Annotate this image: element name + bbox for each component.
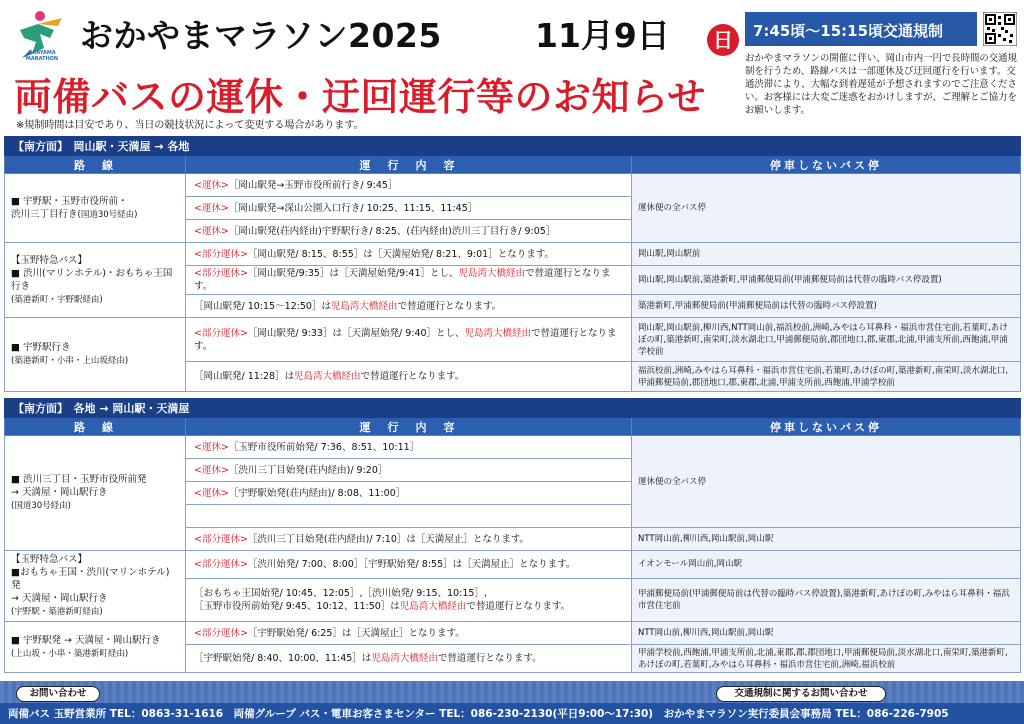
route-cell (5, 436, 186, 551)
section1-table (4, 136, 1021, 392)
suspension-tag: <運休> (194, 464, 229, 476)
event-date: 11月9日 (535, 16, 670, 55)
content-text: ［宇野駅始発/ 6:25］は［天満屋止］となります。 (247, 627, 465, 639)
route-via: (宇野駅・築港新町経由) (11, 607, 103, 617)
detour-route: 児島湾大橋経由 (458, 268, 526, 279)
contact-tag: お問い合わせ (16, 686, 100, 702)
stops-cell: 岡山駅,岡山駅前,柳川西,NTT岡山前,福浜校前,洲崎,みやはら耳鼻科・福浜市営住宅前,若葉町,あけぼの町,築港新町,南栄町,淡水湖北口,甲浦郵便局前,郡団地口,郡,東郡,北浦,甲浦支所前,西飽浦,甲浦学校前 (632, 318, 1021, 362)
content-text: ［渋川三丁目始発(荘内経由)/ 7:10］は［天満屋止］となります。 (247, 533, 530, 545)
content-text: ［岡山駅発→玉野市役所前行き/ 9:45］ (228, 179, 398, 191)
content-text: ［宇野駅始発/ 8:40、10:00、11:45］は (194, 653, 372, 664)
stops-cell: 甲浦学校前,西飽浦,甲浦支所前,北浦,東郡,郡,郡団地口,甲浦郵便局前,淡水湖北口,南栄町,築港新町,あけぼの町,若葉町,みやはら耳鼻科・福浜市営住宅前,洲崎,福浜校前 (632, 645, 1021, 673)
content-cell (186, 436, 632, 459)
detour-route: 児島湾大橋経由 (399, 600, 467, 612)
day-badge: 日 (707, 24, 739, 56)
content-cell (186, 266, 632, 295)
suspension-tag: <運休> (194, 225, 229, 237)
route-name: ■ 渋川(マリンホテル)・おもちゃ王国行き (11, 267, 173, 292)
stops-cell: 岡山駅,岡山駅前,築港新町,甲浦郵便局前(甲浦郵便局前は代替の臨時バス停設置) (632, 266, 1021, 295)
col-route: 路 線 (5, 418, 186, 436)
content-text: ［岡山駅発(荘内経由)宇野駅行き/ 8:25、(荘内経由)渋川三丁目行き/ 9:05］ (228, 225, 556, 237)
content-text: で替道運行となります。 (397, 300, 502, 312)
traffic-contact-tag: 交通規制に関するお問い合わせ (716, 686, 886, 702)
stops-cell: 築港新町,甲浦郵便局前(甲浦郵便局前は代替の臨時バス停設置) (632, 295, 1021, 318)
content-text: ［宇野駅始発(荘内経由)/ 8:08、11:00］ (228, 487, 406, 499)
col-stops: 停車しないバス停 (632, 156, 1021, 174)
stops-cell: NTT岡山前,柳川西,岡山駅前,岡山駅 (632, 528, 1021, 551)
content-cell (186, 220, 632, 243)
route-cell (5, 243, 186, 318)
content-cell (186, 318, 632, 362)
content-cell (186, 551, 632, 579)
content-text: で替道運行となります。 (194, 268, 611, 292)
content-text: ［岡山駅発→深山公園入口行き/ 10:25、11:15、11:45］ (228, 202, 478, 214)
content-text: ［岡山駅発/9:35］は［天満屋始発/9:41］とし、 (247, 268, 459, 279)
route-name: ■ 宇野駅行き (11, 342, 71, 353)
section2-heading: 【南方面】 各地 → 岡山駅・天満屋 (5, 399, 1021, 418)
regulation-description: おかやまマラソンの開催に伴い、岡山市内一円で長時間の交通規制を行うため、路線バスは一部運休及び迂回運行を行います。交通渋滞により、大幅な到着遅延が予想されますのでご注意ください。お客様には大変ご迷惑をおかけしますが、ご理解とご協力をお願いします。 (745, 53, 1017, 116)
content-text: ［玉野市役所前始発/ 9:45、10:12、11:50］は (194, 600, 400, 612)
route-name: 渋川三丁目行き (11, 208, 78, 220)
page-header (0, 0, 1024, 130)
suspension-tag: <運休> (194, 202, 229, 214)
content-text: ［おもちゃ王国始発/ 10:45、12:05］,［渋川始発/ 9:15、10:15］, (194, 587, 487, 599)
col-stops: 停車しないバス停 (632, 418, 1021, 436)
detour-route: 児島湾大橋経由 (330, 300, 398, 312)
logo-text: OKAYAMA MARATHON (25, 50, 59, 62)
route-cell (5, 318, 186, 392)
content-cell (186, 528, 632, 551)
content-text: ［渋川始発/ 7:00、8:00］［宇野駅始発/ 8:55］は［天満屋止］となります。 (247, 558, 576, 570)
route-name: ■ 渋川三丁目・玉野市役所前発 (11, 474, 147, 485)
content-cell (186, 197, 632, 220)
route-cell (5, 174, 186, 243)
page-title: 両備バスの運休・迂回運行等のお知らせ (14, 75, 706, 119)
content-text: ［岡山駅発/ 9:33］は［天満屋始発/ 9:40］とし、 (247, 327, 465, 339)
content-cell (186, 459, 632, 482)
content-cell (186, 243, 632, 266)
suspension-tag: <部分運休> (194, 533, 248, 545)
footer-contact: 両備バス 玉野営業所 TEL：0863-31-1616 両備グループ バス・電車お客さまセンター TEL：086-230-2130(平日9:00〜17:30) おかやまマラソン実行委員会事務局 TEL：086-226-7905 (0, 703, 1024, 724)
content-text: ［岡山駅発/ 10:15〜12:50］は (194, 300, 331, 312)
content-cell (186, 362, 632, 392)
stops-cell: 運休便の全バス停 (632, 436, 1021, 528)
content-text: ［渋川三丁目始発(荘内経由)/ 9:20］ (228, 464, 388, 476)
qr-code-icon[interactable] (983, 12, 1017, 46)
col-content: 運 行 内 容 (186, 156, 632, 174)
suspension-tag: <部分運休> (194, 248, 248, 260)
stops-cell: 福浜校前,洲崎,みやはら耳鼻科・福浜市営住宅前,若葉町,あけぼの町,築港新町,南栄町,淡水湖北口,甲浦郵便局前,郡団地口,郡,東郡,北浦,甲浦支所前,西飽浦,甲浦学校前 (632, 362, 1021, 392)
suspension-tag: <部分運休> (194, 268, 248, 279)
route-cell (5, 622, 186, 673)
suspension-tag: <部分運休> (194, 327, 248, 339)
detour-route: 児島湾大橋経由 (371, 653, 438, 664)
route-name: ■ 宇野駅発 → 天満屋・岡山駅行き (11, 634, 161, 646)
content-text: で替道運行となります。 (360, 371, 465, 382)
route-via: (築港新町・小串・上山坂経由) (11, 356, 129, 366)
route-name: ■おもちゃ王国・渋川(マリンホテル) 発 (11, 567, 170, 591)
content-text: ［岡山駅発/ 8:15、8:55］は［天満屋始発/ 8:21、9:01］となります。 (247, 248, 554, 260)
content-text: で替道運行となります。 (194, 327, 617, 352)
detour-route: 児島湾大橋経由 (464, 327, 532, 339)
stops-cell: イオンモール岡山前,岡山駅 (632, 551, 1021, 579)
event-title: おかやまマラソン2025 (80, 16, 442, 55)
suspension-tag: <運休> (194, 487, 229, 499)
time-note: ※規制時間は目安であり、当日の競技状況によって変更する場合があります。 (16, 120, 364, 131)
content-cell (186, 174, 632, 197)
content-text: で替道運行となります。 (437, 653, 542, 664)
stops-cell: 運休便の全バス停 (632, 174, 1021, 243)
detour-route: 児島湾大橋経由 (294, 371, 361, 382)
section1-heading: 【南方面】 岡山駅・天満屋 → 各地 (5, 137, 1021, 156)
suspension-tag: <部分運休> (194, 627, 248, 639)
regulation-time-box: 7:45頃〜15:15頃交通規制 (745, 12, 977, 46)
suspension-tag: <運休> (194, 179, 229, 191)
content-text: で替道運行となります。 (466, 600, 571, 612)
content-text: ［玉野市役所前始発/ 7:36、8:51、10:11］ (228, 441, 420, 453)
col-route: 路 線 (5, 156, 186, 174)
route-name: 【玉野特急バス】 (11, 554, 88, 565)
content-cell (186, 578, 632, 621)
route-name: → 天満屋・岡山駅行き (11, 593, 108, 604)
route-via: (国道30号経由) (11, 501, 71, 511)
content-text: ［岡山駅発/ 11:28］は (194, 371, 295, 382)
suspension-tag: <運休> (194, 441, 229, 453)
route-name: 【玉野特急バス】 (11, 254, 88, 266)
route-via: (国道30号経由) (77, 209, 138, 220)
route-name: → 天満屋・岡山駅行き (11, 487, 108, 498)
stops-cell: 甲浦郵便局前(甲浦郵便局前は代替の臨時バス停設置),築港新町,あけぼの町,みやはら耳鼻科・福浜市営住宅前 (632, 578, 1021, 621)
col-content: 運 行 内 容 (186, 418, 632, 436)
stops-cell: NTT岡山前,柳川西,岡山駅前,岡山駅 (632, 622, 1021, 645)
content-cell-empty (186, 505, 632, 528)
content-cell (186, 622, 632, 645)
route-cell (5, 551, 186, 622)
suspension-tag: <部分運休> (194, 558, 248, 570)
content-cell (186, 295, 632, 318)
route-via: (上山坂・小串・築港新町経由) (11, 648, 129, 659)
section2-table (4, 398, 1021, 673)
content-cell (186, 482, 632, 505)
route-name: ■ 宇野駅・玉野市役所前・ (11, 195, 128, 207)
route-via: (築港新町・宇野駅経由) (11, 294, 103, 305)
stops-cell: 岡山駅,岡山駅前 (632, 243, 1021, 266)
content-cell (186, 645, 632, 673)
